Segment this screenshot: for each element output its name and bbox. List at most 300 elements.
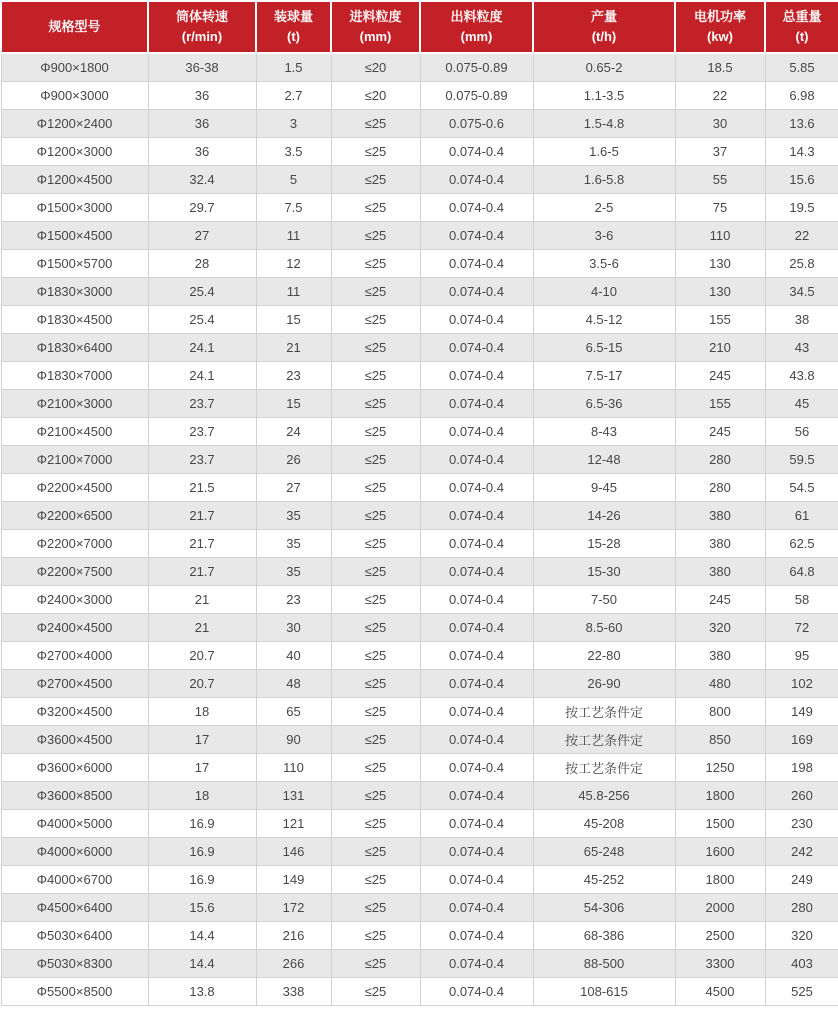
- table-row: [1, 474, 838, 502]
- value-cell: 5.85: [765, 53, 838, 82]
- value-cell: 0.075-0.89: [420, 53, 533, 82]
- value-cell: 68-386: [533, 922, 675, 950]
- value-cell: 1250: [675, 754, 765, 782]
- value-cell: 26-90: [533, 670, 675, 698]
- value-cell: ≤25: [331, 810, 420, 838]
- column-header: [331, 1, 420, 53]
- table-row: [1, 53, 838, 82]
- value-cell: 3-6: [533, 222, 675, 250]
- value-cell: 6.98: [765, 82, 838, 110]
- value-cell: 7-50: [533, 586, 675, 614]
- value-cell: 25.4: [148, 278, 256, 306]
- value-cell: 23.7: [148, 390, 256, 418]
- column-header: [533, 1, 675, 53]
- column-header-label: 进料粒度: [349, 8, 402, 24]
- model-cell: Φ1830×4500: [1, 306, 148, 334]
- value-cell: 169: [765, 726, 838, 754]
- table-row: [1, 614, 838, 642]
- value-cell: 14-26: [533, 502, 675, 530]
- value-cell: 28: [148, 250, 256, 278]
- column-header: [148, 1, 256, 53]
- value-cell: 0.074-0.4: [420, 166, 533, 194]
- table-row: [1, 950, 838, 978]
- value-cell: ≤25: [331, 502, 420, 530]
- table-row: [1, 390, 838, 418]
- value-cell: 38: [765, 306, 838, 334]
- value-cell: 14.4: [148, 922, 256, 950]
- value-cell: 0.074-0.4: [420, 978, 533, 1006]
- value-cell: 19.5: [765, 194, 838, 222]
- value-cell: 6.5-36: [533, 390, 675, 418]
- table-row: [1, 530, 838, 558]
- value-cell: 12-48: [533, 446, 675, 474]
- table-row: [1, 726, 838, 754]
- column-header-label: 规格型号: [48, 18, 101, 34]
- value-cell: 230: [765, 810, 838, 838]
- value-cell: 0.074-0.4: [420, 558, 533, 586]
- value-cell: 0.074-0.4: [420, 726, 533, 754]
- value-cell: ≤25: [331, 166, 420, 194]
- value-cell: ≤20: [331, 53, 420, 82]
- value-cell: 380: [675, 530, 765, 558]
- value-cell: 14.4: [148, 950, 256, 978]
- value-cell: ≤25: [331, 558, 420, 586]
- value-cell: 54.5: [765, 474, 838, 502]
- value-cell: ≤25: [331, 978, 420, 1006]
- value-cell: 110: [256, 754, 331, 782]
- model-cell: Φ4000×6700: [1, 866, 148, 894]
- value-cell: 245: [675, 418, 765, 446]
- model-cell: Φ5030×6400: [1, 922, 148, 950]
- model-cell: Φ1830×7000: [1, 362, 148, 390]
- table-header: [1, 1, 838, 53]
- value-cell: 0.075-0.6: [420, 110, 533, 138]
- value-cell: 1.1-3.5: [533, 82, 675, 110]
- column-header: [1, 1, 148, 53]
- value-cell: ≤25: [331, 446, 420, 474]
- value-cell: 35: [256, 558, 331, 586]
- value-cell: ≤25: [331, 614, 420, 642]
- table-row: [1, 558, 838, 586]
- value-cell: 245: [675, 586, 765, 614]
- value-cell: 0.074-0.4: [420, 642, 533, 670]
- value-cell: 21: [256, 334, 331, 362]
- value-cell: 0.075-0.89: [420, 82, 533, 110]
- value-cell: 34.5: [765, 278, 838, 306]
- value-cell: 24.1: [148, 334, 256, 362]
- value-cell: 0.074-0.4: [420, 250, 533, 278]
- value-cell: 3: [256, 110, 331, 138]
- value-cell: 0.074-0.4: [420, 502, 533, 530]
- value-cell: 13.6: [765, 110, 838, 138]
- value-cell: 37: [675, 138, 765, 166]
- model-cell: Φ1200×3000: [1, 138, 148, 166]
- value-cell: 102: [765, 670, 838, 698]
- value-cell: 95: [765, 642, 838, 670]
- table-row: [1, 446, 838, 474]
- value-cell: 0.074-0.4: [420, 698, 533, 726]
- table-row: [1, 278, 838, 306]
- model-cell: Φ3600×6000: [1, 754, 148, 782]
- table-row: [1, 82, 838, 110]
- value-cell: 1500: [675, 810, 765, 838]
- value-cell: 0.074-0.4: [420, 670, 533, 698]
- value-cell: 16.9: [148, 810, 256, 838]
- value-cell: 65: [256, 698, 331, 726]
- value-cell: 29.7: [148, 194, 256, 222]
- value-cell: 21: [148, 586, 256, 614]
- value-cell: 380: [675, 642, 765, 670]
- value-cell: 4500: [675, 978, 765, 1006]
- column-header-unit: (mm): [359, 29, 392, 44]
- value-cell: 21.7: [148, 530, 256, 558]
- value-cell: 216: [256, 922, 331, 950]
- value-cell: 15.6: [765, 166, 838, 194]
- value-cell: 36-38: [148, 53, 256, 82]
- value-cell: 320: [765, 922, 838, 950]
- value-cell: 1.6-5: [533, 138, 675, 166]
- value-cell: 45: [765, 390, 838, 418]
- value-cell: 23: [256, 362, 331, 390]
- value-cell: 36: [148, 82, 256, 110]
- model-cell: Φ5500×8500: [1, 978, 148, 1006]
- value-cell: ≤25: [331, 110, 420, 138]
- value-cell: 110: [675, 222, 765, 250]
- value-cell: 30: [675, 110, 765, 138]
- value-cell: ≤20: [331, 82, 420, 110]
- model-cell: Φ2100×4500: [1, 418, 148, 446]
- value-cell: 8.5-60: [533, 614, 675, 642]
- value-cell: ≤25: [331, 474, 420, 502]
- value-cell: ≤25: [331, 754, 420, 782]
- value-cell: 0.074-0.4: [420, 810, 533, 838]
- value-cell: ≤25: [331, 950, 420, 978]
- table-row: [1, 362, 838, 390]
- value-cell: 65-248: [533, 838, 675, 866]
- value-cell: 43: [765, 334, 838, 362]
- value-cell: 245: [675, 362, 765, 390]
- model-cell: Φ1500×4500: [1, 222, 148, 250]
- model-cell: Φ1830×3000: [1, 278, 148, 306]
- value-cell: 36: [148, 110, 256, 138]
- value-cell: 61: [765, 502, 838, 530]
- value-cell: 2500: [675, 922, 765, 950]
- model-cell: Φ1200×4500: [1, 166, 148, 194]
- value-cell: 13.8: [148, 978, 256, 1006]
- value-cell: 18.5: [675, 53, 765, 82]
- value-cell: ≤25: [331, 250, 420, 278]
- value-cell: 21.7: [148, 502, 256, 530]
- value-cell: 43.8: [765, 362, 838, 390]
- column-header: [765, 1, 838, 53]
- model-cell: Φ3600×8500: [1, 782, 148, 810]
- value-cell: ≤25: [331, 138, 420, 166]
- column-header-label: 筒体转速: [175, 8, 228, 24]
- value-cell: 16.9: [148, 866, 256, 894]
- table-row: [1, 670, 838, 698]
- value-cell: 15-30: [533, 558, 675, 586]
- value-cell: 4.5-12: [533, 306, 675, 334]
- column-header-unit: (t): [795, 29, 809, 44]
- model-cell: Φ1830×6400: [1, 334, 148, 362]
- value-cell: 198: [765, 754, 838, 782]
- value-cell: 0.074-0.4: [420, 306, 533, 334]
- value-cell: 850: [675, 726, 765, 754]
- value-cell: 20.7: [148, 642, 256, 670]
- value-cell: 24: [256, 418, 331, 446]
- value-cell: 18: [148, 698, 256, 726]
- column-header-label: 电机功率: [693, 8, 746, 24]
- value-cell: 280: [765, 894, 838, 922]
- model-cell: Φ5030×8300: [1, 950, 148, 978]
- value-cell: 1.6-5.8: [533, 166, 675, 194]
- value-cell: 15: [256, 390, 331, 418]
- model-cell: Φ2100×7000: [1, 446, 148, 474]
- table-row: [1, 418, 838, 446]
- table-row: [1, 250, 838, 278]
- value-cell: 3.5-6: [533, 250, 675, 278]
- value-cell: 26: [256, 446, 331, 474]
- table-row: [1, 138, 838, 166]
- table-row: [1, 586, 838, 614]
- value-cell: 15-28: [533, 530, 675, 558]
- value-cell: 59.5: [765, 446, 838, 474]
- value-cell: 25.8: [765, 250, 838, 278]
- value-cell: 22: [675, 82, 765, 110]
- value-cell: 36: [148, 138, 256, 166]
- value-cell: ≤25: [331, 334, 420, 362]
- value-cell: 0.074-0.4: [420, 530, 533, 558]
- value-cell: ≤25: [331, 362, 420, 390]
- model-cell: Φ1500×5700: [1, 250, 148, 278]
- value-cell: 0.074-0.4: [420, 614, 533, 642]
- value-cell: 55: [675, 166, 765, 194]
- value-cell: ≤25: [331, 698, 420, 726]
- value-cell: 15: [256, 306, 331, 334]
- value-cell: 149: [765, 698, 838, 726]
- value-cell: 121: [256, 810, 331, 838]
- value-cell: 按工艺条件定: [533, 698, 675, 726]
- value-cell: 22: [765, 222, 838, 250]
- table-row: [1, 894, 838, 922]
- table-row: [1, 754, 838, 782]
- value-cell: 27: [256, 474, 331, 502]
- model-cell: Φ900×1800: [1, 53, 148, 82]
- table-row: [1, 166, 838, 194]
- value-cell: 0.074-0.4: [420, 586, 533, 614]
- value-cell: 0.074-0.4: [420, 894, 533, 922]
- value-cell: 45.8-256: [533, 782, 675, 810]
- column-header: [675, 1, 765, 53]
- model-cell: Φ2700×4500: [1, 670, 148, 698]
- value-cell: ≤25: [331, 194, 420, 222]
- model-cell: Φ1500×3000: [1, 194, 148, 222]
- table-body: [1, 53, 838, 1006]
- table-row: [1, 110, 838, 138]
- value-cell: 2-5: [533, 194, 675, 222]
- value-cell: 按工艺条件定: [533, 754, 675, 782]
- value-cell: ≤25: [331, 838, 420, 866]
- value-cell: 按工艺条件定: [533, 726, 675, 754]
- value-cell: 14.3: [765, 138, 838, 166]
- value-cell: 0.074-0.4: [420, 334, 533, 362]
- value-cell: ≤25: [331, 530, 420, 558]
- value-cell: ≤25: [331, 418, 420, 446]
- model-cell: Φ3200×4500: [1, 698, 148, 726]
- value-cell: 40: [256, 642, 331, 670]
- table-row: [1, 810, 838, 838]
- value-cell: 210: [675, 334, 765, 362]
- table-row: [1, 866, 838, 894]
- value-cell: 146: [256, 838, 331, 866]
- value-cell: 17: [148, 726, 256, 754]
- value-cell: 155: [675, 306, 765, 334]
- column-header-unit: (mm): [460, 29, 493, 44]
- table-row: [1, 698, 838, 726]
- model-cell: Φ2400×4500: [1, 614, 148, 642]
- model-cell: Φ4000×5000: [1, 810, 148, 838]
- value-cell: ≤25: [331, 642, 420, 670]
- value-cell: 18: [148, 782, 256, 810]
- column-header: [256, 1, 331, 53]
- model-cell: Φ2700×4000: [1, 642, 148, 670]
- column-header-unit: (r/min): [181, 29, 223, 44]
- model-cell: Φ4000×6000: [1, 838, 148, 866]
- value-cell: ≤25: [331, 278, 420, 306]
- value-cell: 58: [765, 586, 838, 614]
- value-cell: 0.074-0.4: [420, 446, 533, 474]
- value-cell: 6.5-15: [533, 334, 675, 362]
- value-cell: 0.074-0.4: [420, 950, 533, 978]
- value-cell: 380: [675, 502, 765, 530]
- column-header-unit: (kw): [707, 29, 733, 44]
- value-cell: 0.074-0.4: [420, 390, 533, 418]
- column-header-unit: (t): [287, 29, 300, 44]
- column-header: [420, 1, 533, 53]
- value-cell: 108-615: [533, 978, 675, 1006]
- value-cell: 16.9: [148, 838, 256, 866]
- table-row: [1, 838, 838, 866]
- value-cell: 15.6: [148, 894, 256, 922]
- value-cell: 11: [256, 278, 331, 306]
- value-cell: 20.7: [148, 670, 256, 698]
- header-row: [1, 1, 838, 53]
- value-cell: 21.7: [148, 558, 256, 586]
- table-row: [1, 978, 838, 1006]
- table-row: [1, 502, 838, 530]
- value-cell: 1800: [675, 866, 765, 894]
- model-cell: Φ2200×6500: [1, 502, 148, 530]
- value-cell: ≤25: [331, 670, 420, 698]
- model-cell: Φ900×3000: [1, 82, 148, 110]
- value-cell: ≤25: [331, 306, 420, 334]
- value-cell: 280: [675, 474, 765, 502]
- model-cell: Φ2200×7500: [1, 558, 148, 586]
- value-cell: 7.5-17: [533, 362, 675, 390]
- value-cell: 155: [675, 390, 765, 418]
- value-cell: 130: [675, 250, 765, 278]
- value-cell: 266: [256, 950, 331, 978]
- value-cell: 90: [256, 726, 331, 754]
- value-cell: 320: [675, 614, 765, 642]
- value-cell: 0.074-0.4: [420, 922, 533, 950]
- value-cell: 30: [256, 614, 331, 642]
- value-cell: ≤25: [331, 894, 420, 922]
- value-cell: 22-80: [533, 642, 675, 670]
- column-header-label: 总重量: [782, 8, 822, 24]
- value-cell: 21: [148, 614, 256, 642]
- value-cell: ≤25: [331, 222, 420, 250]
- value-cell: 45-252: [533, 866, 675, 894]
- table-row: [1, 222, 838, 250]
- column-header-unit: (t/h): [591, 29, 617, 44]
- value-cell: 23.7: [148, 418, 256, 446]
- value-cell: 27: [148, 222, 256, 250]
- value-cell: 35: [256, 530, 331, 558]
- value-cell: 403: [765, 950, 838, 978]
- table-row: [1, 782, 838, 810]
- value-cell: 23.7: [148, 446, 256, 474]
- value-cell: 0.074-0.4: [420, 866, 533, 894]
- value-cell: 1.5: [256, 53, 331, 82]
- value-cell: 800: [675, 698, 765, 726]
- value-cell: 249: [765, 866, 838, 894]
- value-cell: 23: [256, 586, 331, 614]
- value-cell: ≤25: [331, 586, 420, 614]
- value-cell: 0.074-0.4: [420, 474, 533, 502]
- value-cell: 25.4: [148, 306, 256, 334]
- value-cell: 0.074-0.4: [420, 138, 533, 166]
- value-cell: 0.074-0.4: [420, 838, 533, 866]
- value-cell: 0.074-0.4: [420, 222, 533, 250]
- value-cell: 7.5: [256, 194, 331, 222]
- value-cell: 0.65-2: [533, 53, 675, 82]
- value-cell: 242: [765, 838, 838, 866]
- value-cell: 12: [256, 250, 331, 278]
- model-cell: Φ2400×3000: [1, 586, 148, 614]
- value-cell: 280: [675, 446, 765, 474]
- value-cell: 525: [765, 978, 838, 1006]
- value-cell: 1600: [675, 838, 765, 866]
- value-cell: ≤25: [331, 390, 420, 418]
- value-cell: 8-43: [533, 418, 675, 446]
- value-cell: 0.074-0.4: [420, 782, 533, 810]
- value-cell: 260: [765, 782, 838, 810]
- value-cell: 17: [148, 754, 256, 782]
- value-cell: 3300: [675, 950, 765, 978]
- value-cell: ≤25: [331, 866, 420, 894]
- value-cell: 380: [675, 558, 765, 586]
- column-header-label: 产量: [590, 8, 617, 24]
- value-cell: 75: [675, 194, 765, 222]
- model-cell: Φ1200×2400: [1, 110, 148, 138]
- value-cell: 32.4: [148, 166, 256, 194]
- table-row: [1, 306, 838, 334]
- value-cell: 2.7: [256, 82, 331, 110]
- value-cell: 72: [765, 614, 838, 642]
- value-cell: 0.074-0.4: [420, 194, 533, 222]
- value-cell: 0.074-0.4: [420, 362, 533, 390]
- value-cell: 3.5: [256, 138, 331, 166]
- value-cell: ≤25: [331, 922, 420, 950]
- value-cell: 4-10: [533, 278, 675, 306]
- value-cell: ≤25: [331, 726, 420, 754]
- value-cell: 54-306: [533, 894, 675, 922]
- value-cell: 130: [675, 278, 765, 306]
- value-cell: 0.074-0.4: [420, 418, 533, 446]
- value-cell: 0.074-0.4: [420, 278, 533, 306]
- value-cell: 9-45: [533, 474, 675, 502]
